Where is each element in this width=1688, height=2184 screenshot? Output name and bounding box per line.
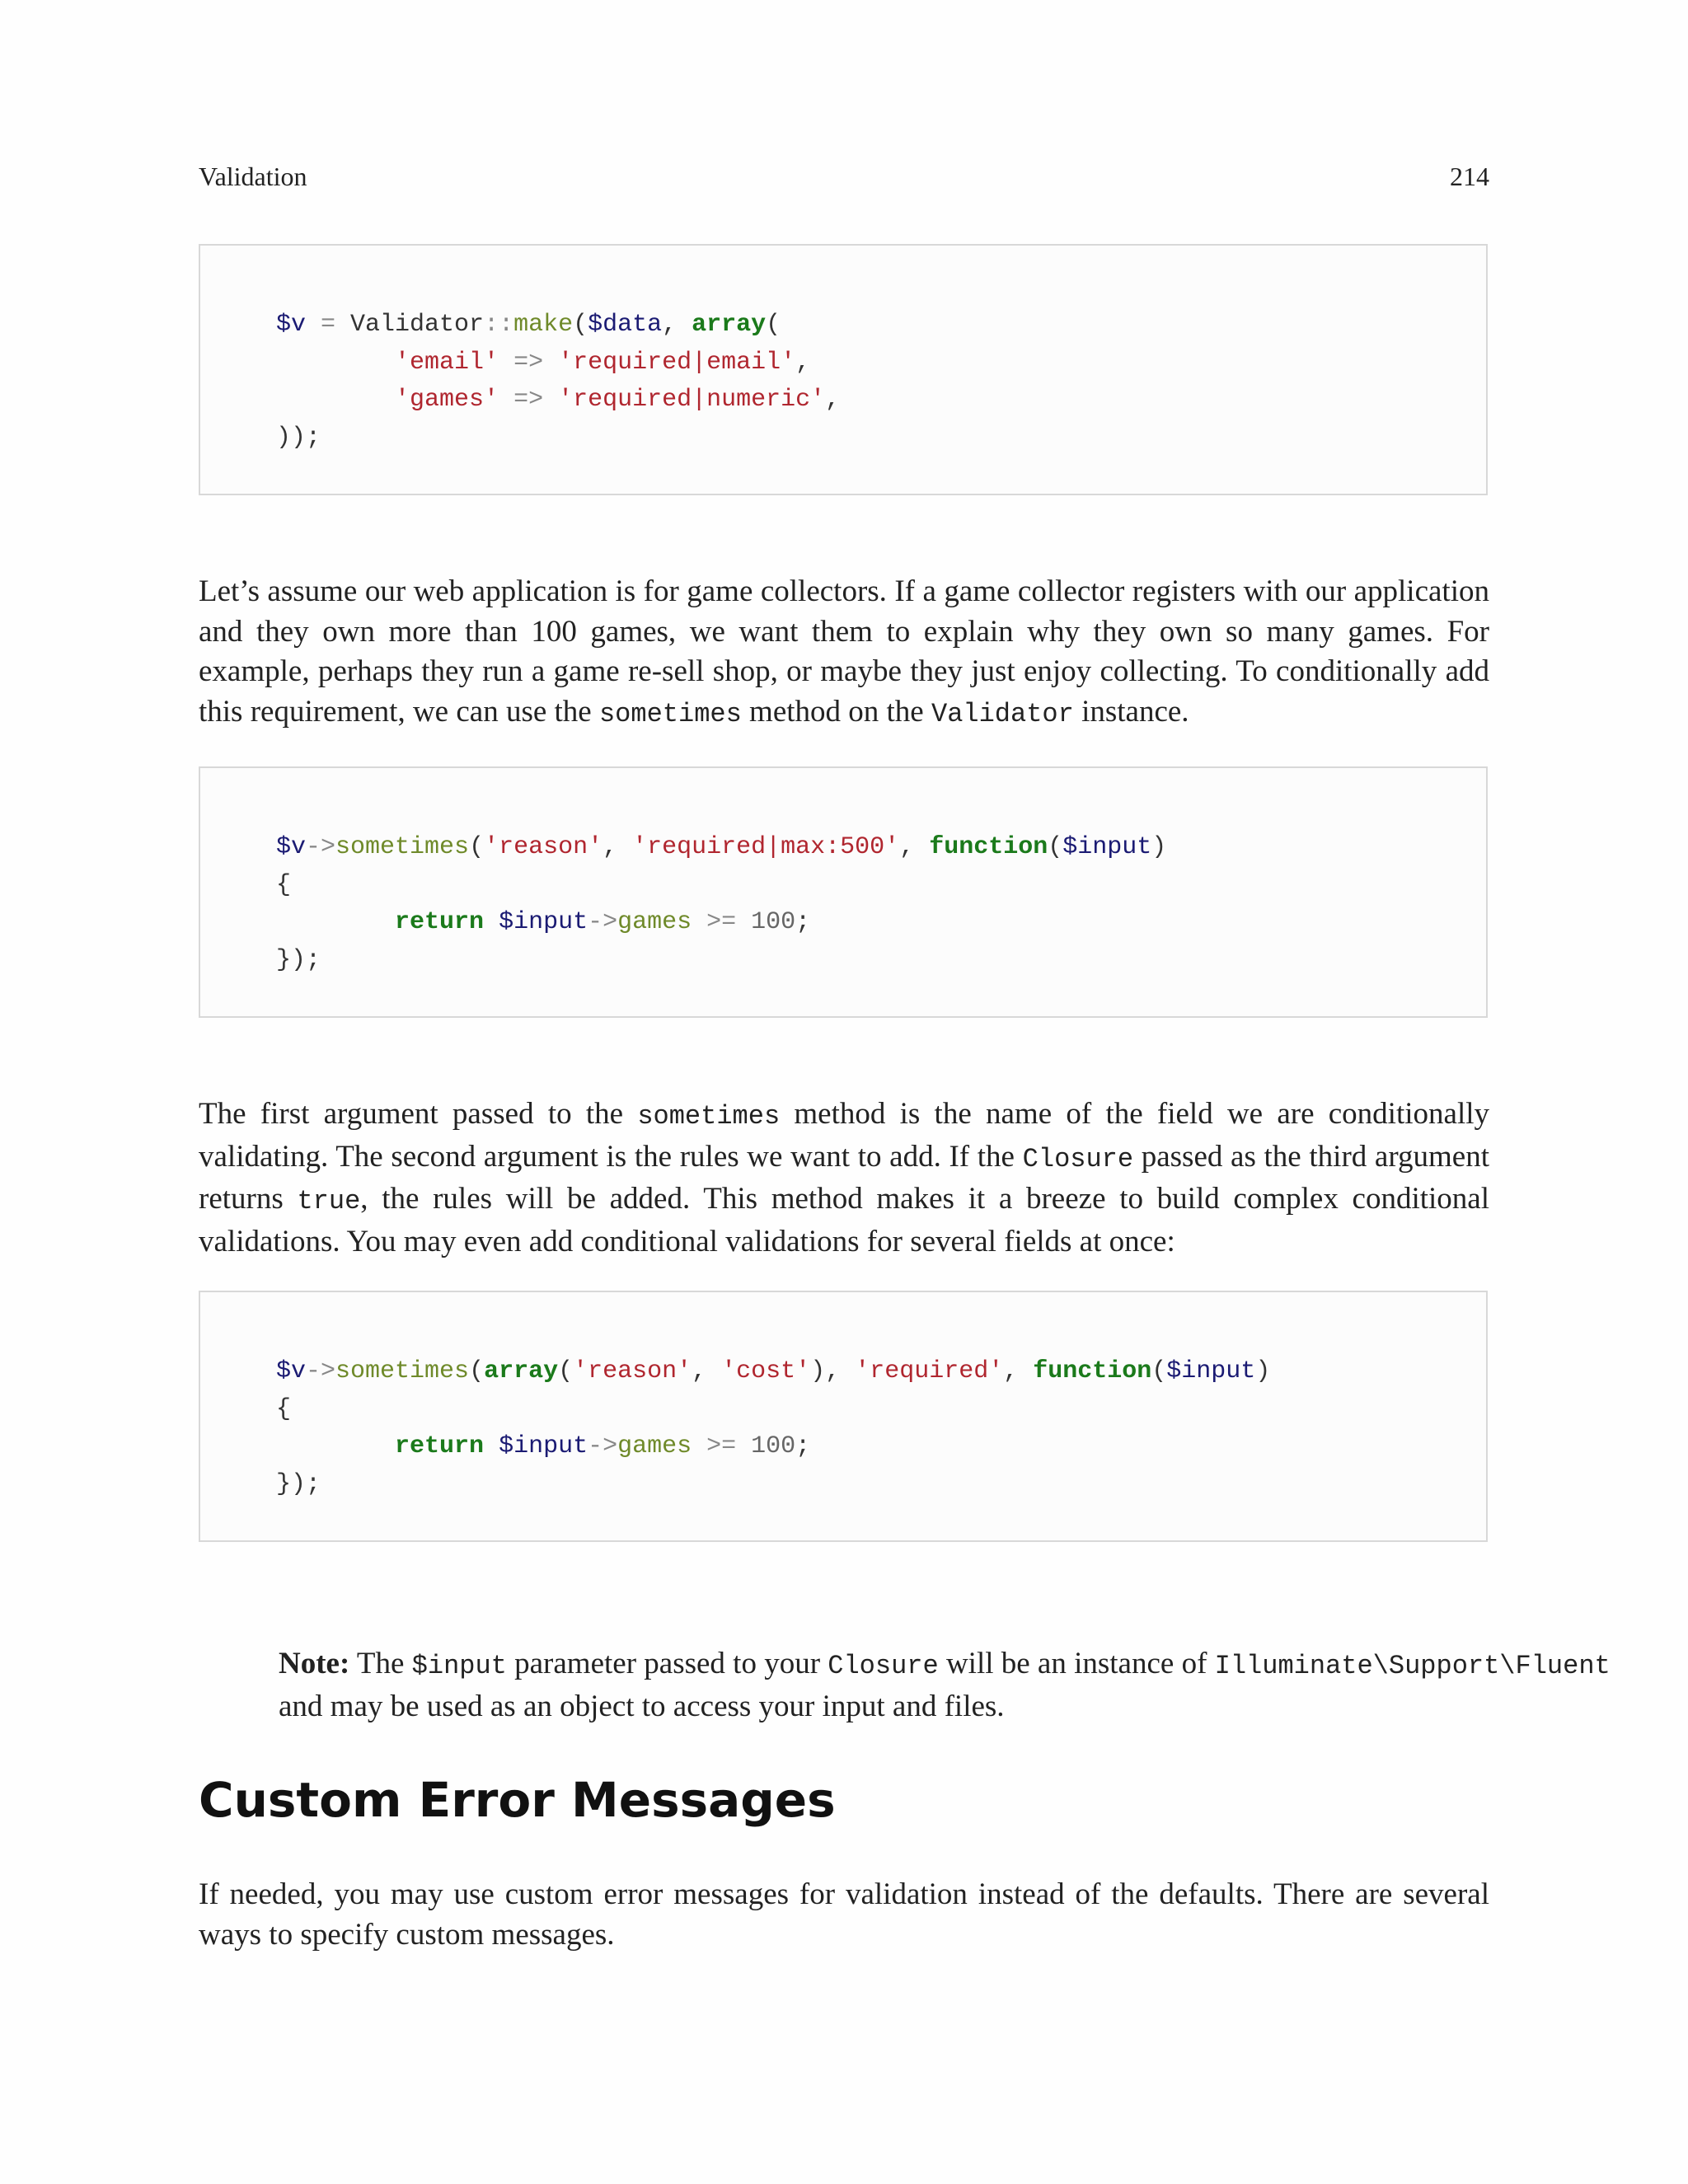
code-token: $data [588, 311, 663, 339]
code-token: )); [276, 423, 321, 452]
code-token: 'required' [855, 1357, 1004, 1385]
code-token: $input [1062, 833, 1152, 861]
code-token: , [662, 311, 692, 339]
code-token: $v [276, 1357, 307, 1385]
text-run: The first argument passed to the [199, 1097, 638, 1131]
code-token: , [825, 386, 841, 414]
code-token: 100 [751, 1432, 796, 1460]
code-block-sometimes-single [199, 766, 1488, 1018]
code-token: 'games' [395, 386, 499, 414]
text-run: and may be used as an object to access your input and files. [279, 1689, 1005, 1723]
text-run: Let’s assume our web application is for game collectors. If a game collector registers with our application and they own more than 100 games, we want them to explain why they own so many games. For example, perhaps they run a game re-sell shop, or maybe they just enjoy collecting. To conditionally add this requirement, we can use the [199, 574, 1489, 729]
code-token: array [484, 1357, 559, 1385]
inline-code: Illuminate\Support\Fluent [1214, 1651, 1611, 1681]
code-token: make [513, 311, 574, 339]
code-text [276, 829, 1166, 979]
code-token: , [795, 348, 811, 377]
note-label: Note: [279, 1647, 350, 1680]
code-token: sometimes [335, 833, 470, 861]
code-token: { [276, 1394, 292, 1423]
code-token: 'required|email' [558, 348, 796, 377]
code-token: ; [795, 1432, 811, 1460]
code-token: >= [692, 1432, 752, 1460]
inline-code: true [297, 1186, 361, 1216]
paragraph-custom-messages [199, 1875, 1489, 1955]
code-token [484, 908, 499, 936]
code-token: ( [558, 1357, 574, 1385]
code-token: => [499, 386, 559, 414]
code-token: function [929, 833, 1048, 861]
code-token: ) [1151, 833, 1167, 861]
inline-code: $input [411, 1651, 507, 1681]
code-token: }); [276, 1469, 321, 1498]
inline-code: Closure [828, 1651, 939, 1681]
code-token: ( [573, 311, 588, 339]
code-token: $v [276, 311, 307, 339]
code-token: function [1033, 1357, 1152, 1385]
code-token: ( [1151, 1357, 1167, 1385]
code-token: sometimes [335, 1357, 470, 1385]
code-block-sometimes-multiple [199, 1291, 1488, 1542]
code-token: 'required|max:500' [632, 833, 900, 861]
text-run: If needed, you may use custom error messages for validation instead of the defaults. There are several ways to specify custom messages. [199, 1877, 1489, 1952]
chapter-title: Validation [199, 162, 307, 191]
code-token: return [395, 908, 485, 936]
code-token: $input [1166, 1357, 1256, 1385]
text-run: method is the name of the field we are conditionally validating. The second argument is the rules we want to add. If the [199, 1097, 1489, 1174]
section-heading: Custom Error Messages [199, 1772, 836, 1828]
code-token: { [276, 870, 292, 899]
code-token: 'reason' [573, 1357, 692, 1385]
running-header [199, 162, 1489, 192]
code-token: games [617, 1432, 692, 1460]
code-token: 100 [751, 908, 796, 936]
text-run: will be an instance of [938, 1647, 1215, 1680]
code-token: , [899, 833, 930, 861]
code-token: ( [469, 1357, 485, 1385]
note-block [279, 1644, 1630, 1727]
code-token: return [395, 1432, 485, 1460]
code-token: :: [484, 311, 514, 339]
code-token: , [692, 1357, 722, 1385]
code-token [276, 386, 395, 414]
code-token: Validator [350, 311, 485, 339]
code-token: >= [692, 908, 752, 936]
text-run: parameter passed to your [506, 1647, 828, 1680]
code-token: 'cost' [721, 1357, 811, 1385]
code-token: ), [810, 1357, 856, 1385]
text-run: , the rules will be added. This method makes it a breeze to build complex conditional validations. You may even add conditional validations for several fields at once: [199, 1182, 1489, 1258]
code-token: $input [499, 908, 588, 936]
code-token: -> [306, 1357, 336, 1385]
code-token: ( [766, 311, 781, 339]
code-token: , [603, 833, 633, 861]
code-token: }); [276, 945, 321, 974]
page-number: 214 [1450, 162, 1489, 191]
code-token: 'email' [395, 348, 499, 377]
code-token: => [499, 348, 559, 377]
code-token [276, 908, 395, 936]
code-block-validator-make [199, 244, 1488, 495]
inline-code: Closure [1022, 1143, 1134, 1174]
inline-code: sometimes [637, 1101, 781, 1132]
code-token [276, 349, 395, 377]
code-text [276, 307, 840, 457]
code-token: array [692, 311, 767, 339]
paragraph-sometimes-explanation [199, 1094, 1489, 1262]
inline-code: Validator [931, 698, 1074, 729]
code-token: , [1003, 1357, 1034, 1385]
code-token: -> [588, 1432, 618, 1460]
code-token: -> [306, 833, 336, 861]
text-run: passed as the third argument returns [199, 1139, 1489, 1216]
code-token: 'required|numeric' [558, 386, 826, 414]
paragraph-game-collectors [199, 572, 1489, 734]
code-token: ( [469, 833, 485, 861]
text-run: The [349, 1647, 412, 1680]
text-run: method on the [741, 694, 931, 729]
text-run: instance. [1073, 694, 1189, 729]
code-token: -> [588, 908, 618, 936]
code-token [484, 1432, 499, 1460]
code-token: ; [795, 908, 811, 936]
code-token: 'reason' [484, 833, 603, 861]
code-token: ( [1048, 833, 1063, 861]
code-text [276, 1353, 1270, 1503]
code-token [276, 1432, 395, 1460]
code-token: ) [1255, 1357, 1271, 1385]
code-token: = [306, 311, 351, 339]
code-token: $input [499, 1432, 588, 1460]
code-token: games [617, 908, 692, 936]
inline-code: sometimes [598, 698, 742, 729]
code-token: $v [276, 833, 307, 861]
